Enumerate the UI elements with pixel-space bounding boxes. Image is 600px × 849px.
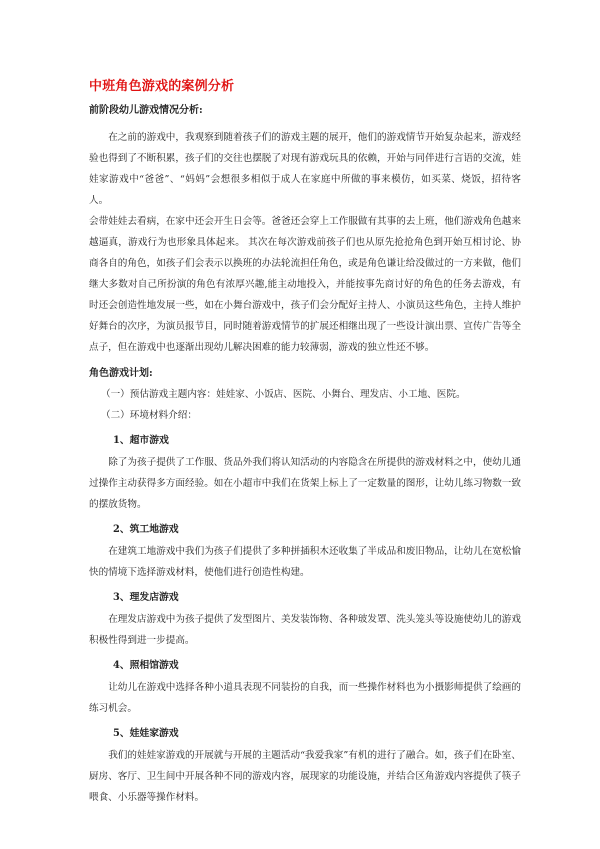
- analysis-paragraph-1: 在之前的游戏中，我观察到随着孩子们的游戏主题的展开，他们的游戏情节开始复杂起来，游戏经验也得到了不断积累，孩子们的交往也摆脱了对现有游戏玩具的依赖，开始与同伴进行言语的交流，娃娃家游戏中“爸爸”、“妈妈”会想很多相似于成人在家庭中所做的事来模仿，如买菜、烧饭，招待客人。: [89, 132, 521, 206]
- subsection-text-dollhouse: 我们的娃娃家游戏的开展就与开展的主题活动“我爱我家”有机的进行了融合。如，孩子们在卧室、厨房、客厅、卫生间中开展各种不同的游戏内容，展现家的功能设施，并结合区角游戏内容提供了筷子喂食、小乐器等操作材料。: [89, 750, 521, 803]
- subsection-text-barbershop: 在理发店游戏中为孩子提供了发型图片、美发装饰物、各种玻发罩、洗头笼头等设施使幼儿的游戏积极性得到进一步提高。: [89, 614, 521, 646]
- subsection-text-construction: 在建筑工地游戏中我们为孩子们提供了多种拼插积木还收集了半成品和废旧物品，让幼儿在宽松愉快的情境下选择游戏材料，使他们进行创造性构建。: [89, 546, 521, 578]
- document-page: [89, 78, 521, 808]
- plan-item-materials: （二）环境材料介绍：: [101, 410, 197, 421]
- section-heading-plan: 角色游戏计划:: [89, 368, 153, 379]
- subsection-title-barbershop: 3、理发店游戏: [113, 592, 179, 603]
- subsection-title-dollhouse: 5、娃娃家游戏: [113, 728, 179, 739]
- document-title: 中班角色游戏的案例分析: [89, 79, 235, 94]
- subsection-text-photo-studio: 让幼儿在游戏中选择各种小道具表现不同装扮的自我，而一些操作材料也为小摄影师提供了绘画的练习机会。: [89, 682, 521, 714]
- subsection-text-supermarket: 除了为孩子提供了工作服、货品外我们将认知活动的内容隐含在所提供的游戏材料之中，使幼儿通过操作主动获得多方面经验。如在小超市中我们在货架上标上了一定数量的图形，让幼儿练习物数一致的摆放货物。: [89, 457, 521, 510]
- analysis-paragraph-2: 会带娃娃去看病，在家中还会开生日会等。爸爸还会穿上工作服做有其事的去上班，他们游戏角色越来越逼真，游戏行为也形象具体起来。 其次在每次游戏前孩子们也从原先抢抢角色到开始互相讨论、协商各自的角色，如孩子们会表示以换班的办法轮流担任角色，或是角色谦让给没做过的一方来做，他们继大多数对自己所扮演的角色有浓厚兴趣,能主动地投入，并能按事先商讨好的角色的任务去游戏，有时还会创造性地发展一些，如在小舞台游戏中，孩子们会分配好主持人、小演员这些角色，主持人维护好舞台的次序，为演员报节目，同时随着游戏情节的扩展还相继出现了一些设计演出票、宣传广告等全点子，但在游戏中也逐渐出现幼儿解决困难的能力较薄弱，游戏的独立性还不够。: [89, 216, 521, 353]
- subsection-title-supermarket: 1、超市游戏: [113, 435, 169, 446]
- subsection-title-construction: 2、筑工地游戏: [113, 524, 179, 535]
- plan-item-themes: （一）预估游戏主题内容：娃娃家、小饭店、医院、小舞台、理发店、小工地、医院。: [101, 389, 466, 400]
- subsection-title-photo-studio: 4、照相馆游戏: [113, 660, 179, 671]
- section-heading-analysis: 前阶段幼儿游戏情况分析:: [89, 105, 203, 116]
